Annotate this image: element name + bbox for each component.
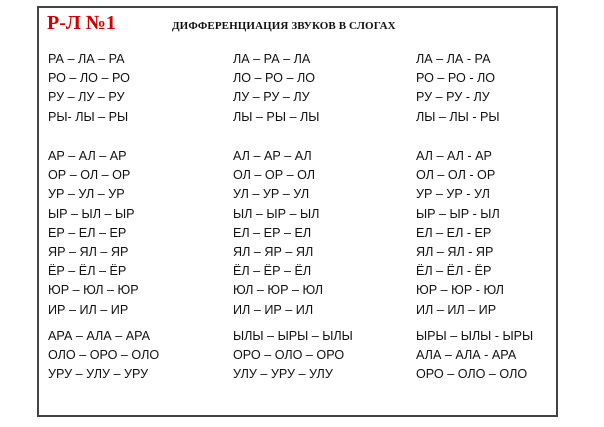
- syllable-row: АЛА – АЛА - АРА: [416, 348, 517, 363]
- syllable-row: РЫ- ЛЫ – РЫ: [48, 109, 129, 124]
- syllable-row: ЕЛ – ЕЛ - ЕР: [416, 225, 492, 240]
- syllable-row: ЯР – ЯЛ – ЯР: [48, 244, 129, 259]
- syllable-row: ЫР – ЫЛ – ЫР: [48, 206, 135, 221]
- section-1-column-2: [233, 50, 393, 127]
- worksheet-title: ДИФФЕРЕНЦИАЦИЯ ЗВУКОВ В СЛОГАХ: [172, 20, 396, 32]
- syllable-row: УР – УЛ – УР: [48, 187, 125, 202]
- syllable-row: ЛА – ЛА - РА: [416, 52, 491, 66]
- syllable-row: ЛО – РО – ЛО: [233, 71, 316, 86]
- syllable-row: РО – ЛО – РО: [48, 71, 130, 86]
- syllable-row: РА – ЛА – РА: [48, 52, 125, 66]
- section-1-column-3: [416, 50, 576, 127]
- syllable-row: ЫРЫ – ЫЛЫ - ЫРЫ: [416, 329, 534, 343]
- syllable-row: ЮР – ЮР - ЮЛ: [416, 283, 504, 298]
- syllable-row: ЯЛ – ЯР – ЯЛ: [233, 244, 314, 259]
- syllable-row: АЛ – АЛ - АР: [416, 149, 492, 163]
- syllable-row: РУ – ЛУ – РУ: [48, 90, 125, 105]
- syllable-row: ЫЛ – ЫР – ЫЛ: [233, 206, 320, 221]
- syllable-row: УЛ – УР – УЛ: [233, 187, 310, 202]
- worksheet-code: Р-Л №1: [47, 12, 116, 34]
- syllable-row: ОЛ – ОР – ОЛ: [233, 168, 316, 183]
- section-2-column-2: [233, 147, 393, 320]
- syllable-row: ЮР – ЮЛ – ЮР: [48, 283, 139, 298]
- syllable-row: ЕР – ЕЛ – ЕР: [48, 225, 127, 240]
- syllable-row: ЁР – ЁЛ – ЁР: [48, 264, 127, 279]
- syllable-row: ОЛ – ОЛ - ОР: [416, 168, 496, 183]
- section-3-column-1: [48, 327, 208, 385]
- syllable-row: ОР – ОЛ – ОР: [48, 168, 131, 183]
- syllable-row: ЫР – ЫР - ЫЛ: [416, 206, 500, 221]
- syllable-row: РУ – РУ - ЛУ: [416, 90, 490, 105]
- syllable-row: ОРО – ОЛО – ОЛО: [416, 367, 528, 382]
- syllable-row: ЁЛ – ЁР – ЁЛ: [233, 264, 312, 279]
- syllable-row: ЛА – РА – ЛА: [233, 52, 311, 66]
- syllable-row: ИЛ – ИЛ – ИР: [416, 302, 497, 317]
- syllable-row: ЛЫ – РЫ – ЛЫ: [233, 109, 320, 124]
- syllable-row: ИЛ – ИР – ИЛ: [233, 302, 314, 317]
- syllable-row: ЮЛ – ЮР – ЮЛ: [233, 283, 323, 298]
- syllable-row: РО – РО - ЛО: [416, 71, 496, 86]
- syllable-row: АР – АЛ – АР: [48, 149, 127, 163]
- syllable-row: ОРО – ОЛО – ОРО: [233, 348, 345, 363]
- syllable-row: УР – УР - УЛ: [416, 187, 490, 202]
- section-3-column-2: [233, 327, 393, 385]
- syllable-row: ИР – ИЛ – ИР: [48, 302, 129, 317]
- section-2-column-1: [48, 147, 208, 320]
- section-2-column-3: [416, 147, 576, 320]
- syllable-row: АРА – АЛА – АРА: [48, 329, 151, 343]
- syllable-row: ЛУ – РУ – ЛУ: [233, 90, 310, 105]
- syllable-row: ЕЛ – ЕР – ЕЛ: [233, 225, 312, 240]
- syllable-row: ЫЛЫ – ЫРЫ – ЫЛЫ: [233, 329, 353, 343]
- syllable-row: ЁЛ – ЁЛ - ЁР: [416, 264, 492, 279]
- syllable-row: ЯЛ – ЯЛ - ЯР: [416, 244, 494, 259]
- syllable-row: ЛЫ – ЛЫ - РЫ: [416, 109, 500, 124]
- section-3-column-3: [416, 327, 576, 385]
- section-1-column-1: [48, 50, 208, 127]
- syllable-row: УРУ – УЛУ – УРУ: [48, 367, 149, 382]
- syllable-row: УЛУ – УРУ – УЛУ: [233, 367, 333, 382]
- syllable-row: ОЛО – ОРО – ОЛО: [48, 348, 160, 363]
- syllable-row: АЛ – АР – АЛ: [233, 149, 312, 163]
